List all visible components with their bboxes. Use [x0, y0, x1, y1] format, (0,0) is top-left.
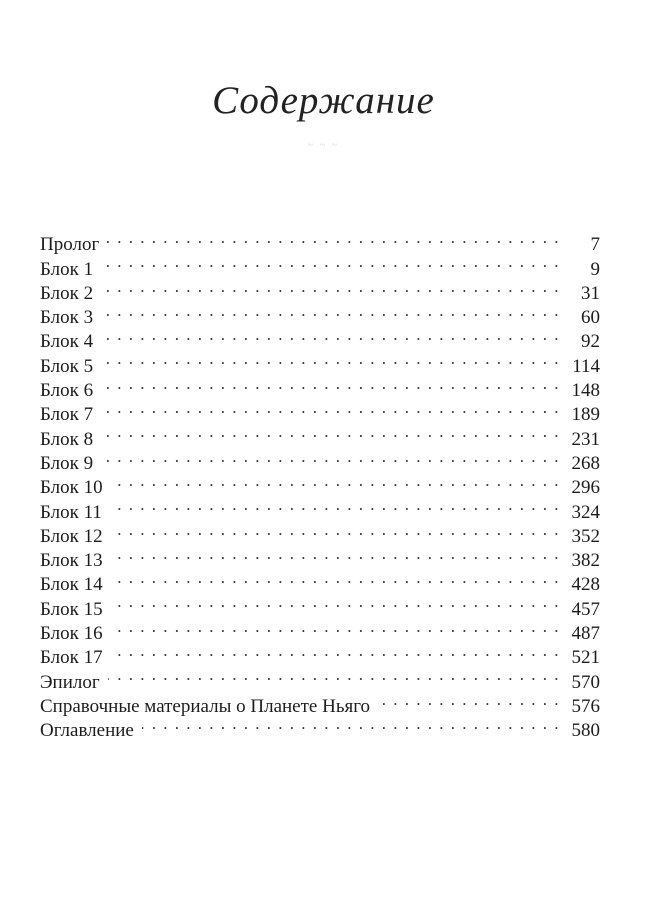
- toc-entry-block-16[interactable]: [40, 615, 600, 645]
- dot-leader: [111, 615, 560, 639]
- table-of-contents: [40, 226, 600, 742]
- dot-leader: [111, 518, 560, 542]
- toc-entry-page: 324: [571, 501, 600, 523]
- toc-entry-block-8[interactable]: [40, 420, 600, 450]
- toc-entry-block-7[interactable]: [40, 396, 600, 426]
- toc-entry-label: Эпилог: [40, 671, 100, 693]
- toc-entry-block-11[interactable]: [40, 493, 600, 523]
- toc-entry-label: Блок 7: [40, 404, 94, 426]
- dot-leader: [378, 688, 560, 712]
- toc-entry-page: 189: [571, 404, 600, 426]
- toc-entry-page: 114: [572, 355, 600, 377]
- dot-leader: [101, 275, 560, 299]
- toc-entry-block-1[interactable]: [40, 250, 600, 280]
- toc-entry-block-13[interactable]: [40, 542, 600, 572]
- toc-entry-block-12[interactable]: [40, 518, 600, 547]
- toc-entry-page: 457: [571, 598, 600, 620]
- toc-entry-page: 31: [581, 282, 600, 304]
- toc-entry-label: Блок 5: [40, 355, 94, 377]
- toc-entry-label: Блок 15: [40, 598, 103, 620]
- toc-entry-page: 428: [571, 574, 600, 596]
- dot-leader: [101, 299, 560, 323]
- dot-leader: [111, 469, 560, 493]
- dot-leader: [111, 590, 560, 614]
- dot-leader: [101, 420, 560, 444]
- dot-leader: [108, 663, 560, 687]
- toc-entry-page: 570: [571, 671, 600, 693]
- toc-entry-label: Блок 11: [40, 501, 102, 523]
- dot-leader: [142, 712, 560, 736]
- toc-entry-block-4[interactable]: [40, 323, 600, 353]
- toc-entry-reference-materials[interactable]: [40, 688, 600, 717]
- toc-entry-page: 580: [571, 720, 600, 742]
- toc-entry-label: Блок 14: [40, 574, 103, 596]
- dot-leader: [110, 493, 560, 517]
- toc-entry-page: 7: [590, 234, 600, 256]
- toc-entry-block-9[interactable]: [40, 445, 600, 474]
- toc-entry-label: Блок 16: [40, 623, 103, 645]
- dot-leader: [101, 250, 560, 274]
- toc-entry-label: Пролог: [40, 234, 100, 256]
- toc-entry-label: Блок 17: [40, 647, 103, 669]
- toc-entry-label: Блок 8: [40, 428, 94, 450]
- toc-entry-block-5[interactable]: [40, 347, 600, 377]
- toc-entry-label: Блок 2: [40, 282, 94, 304]
- toc-entry-page: 352: [571, 525, 600, 547]
- toc-entry-block-10[interactable]: [40, 469, 600, 499]
- page-title: Содержание: [212, 79, 435, 122]
- title-ornament: ~ ~ ~: [307, 140, 340, 151]
- toc-entry-block-6[interactable]: [40, 372, 600, 402]
- toc-entry-page: 148: [571, 380, 600, 402]
- toc-entry-epilogue[interactable]: [40, 663, 600, 693]
- toc-entry-page: 268: [571, 452, 600, 474]
- toc-entry-page: 296: [571, 477, 600, 499]
- toc-entry-page: 382: [571, 550, 600, 572]
- toc-entry-block-15[interactable]: [40, 590, 600, 620]
- toc-entry-page: 487: [571, 623, 600, 645]
- toc-entry-prologue[interactable]: [40, 226, 600, 256]
- toc-entry-block-14[interactable]: [40, 566, 600, 596]
- toc-entry-label: Блок 1: [40, 258, 94, 280]
- toc-entry-page: 60: [581, 307, 600, 329]
- dot-leader: [111, 542, 560, 566]
- toc-entry-label: Блок 9: [40, 452, 94, 474]
- toc-entry-page: 521: [571, 647, 600, 669]
- dot-leader: [107, 226, 560, 250]
- dot-leader: [101, 347, 560, 371]
- toc-entry-block-3[interactable]: [40, 299, 600, 329]
- dot-leader: [111, 639, 560, 663]
- toc-entry-page: 92: [581, 331, 600, 353]
- toc-entry-label: Блок 4: [40, 331, 94, 353]
- toc-entry-label: Оглавление: [40, 720, 134, 742]
- toc-entry-page: 576: [571, 695, 600, 717]
- toc-entry-label: Блок 10: [40, 477, 103, 499]
- toc-entry-block-2[interactable]: [40, 275, 600, 304]
- toc-entry-label: Справочные материалы о Планете Ньяго: [40, 695, 371, 717]
- toc-entry-label: Блок 3: [40, 307, 94, 329]
- toc-entry-label: Блок 12: [40, 525, 103, 547]
- toc-entry-page: 231: [571, 428, 600, 450]
- toc-entry-page: 9: [590, 258, 600, 280]
- toc-entry-label: Блок 6: [40, 380, 94, 402]
- dot-leader: [101, 396, 560, 420]
- toc-entry-label: Блок 13: [40, 550, 103, 572]
- dot-leader: [101, 323, 560, 347]
- dot-leader: [101, 445, 560, 469]
- dot-leader: [101, 372, 560, 396]
- toc-entry-block-17[interactable]: [40, 639, 600, 669]
- dot-leader: [111, 566, 560, 590]
